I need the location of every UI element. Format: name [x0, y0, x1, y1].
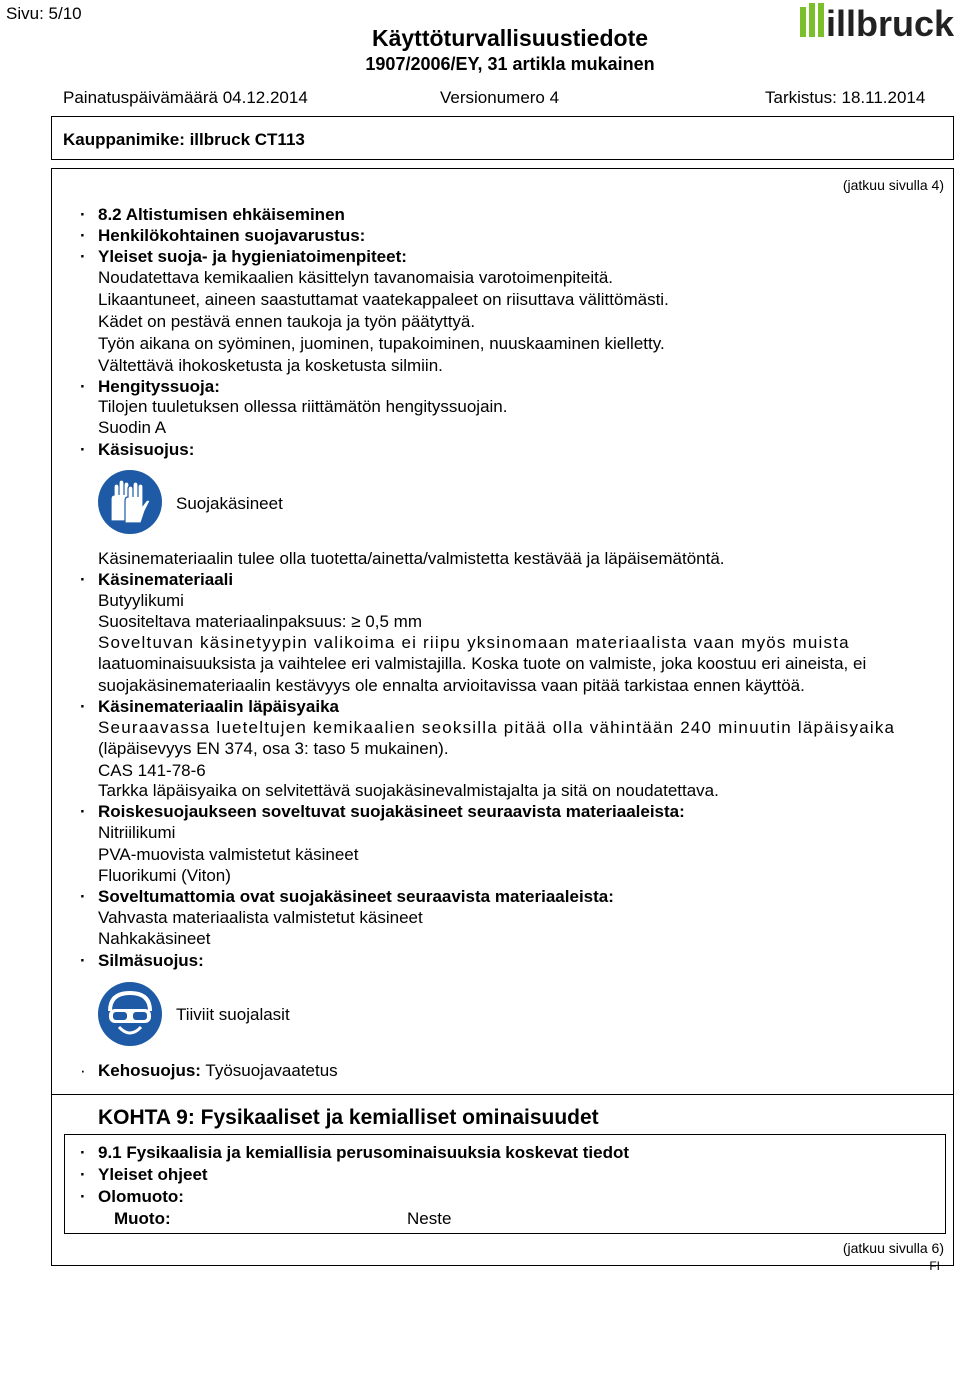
unsuitable-gloves-line: Vahvasta materiaalista valmistetut käsineet	[98, 908, 423, 927]
hand-protection-heading: · Käsisuojus:	[80, 440, 195, 459]
splash-gloves-line: Nitriilikumi	[98, 823, 176, 842]
splash-gloves-line: Fluorikumi (Viton)	[98, 866, 231, 885]
personal-protection-heading: · Henkilökohtainen suojavarustus:	[80, 226, 366, 245]
appearance-heading: · Olomuoto:	[80, 1187, 184, 1206]
unsuitable-gloves-line: Nahkakäsineet	[98, 929, 211, 948]
general-line: Kädet on pestävä ennen taukoja ja työn päätyttyä.	[98, 312, 476, 331]
form-label: Muoto:	[114, 1209, 171, 1228]
respiratory-line: Suodin A	[98, 418, 167, 437]
penetration-line: CAS 141-78-6	[98, 761, 206, 780]
glove-material-line: Suositeltava materiaalinpaksuus: ≥ 0,5 mm	[98, 612, 422, 631]
glove-material-line: suojakäsinemateriaalin kestävyys ole ennalta arvioitavissa vaan pitää tarkistaa ennen käyttöä.	[98, 676, 805, 695]
splash-gloves-line: PVA-muovista valmistetut käsineet	[98, 845, 359, 864]
unsuitable-gloves-heading: · Soveltumattomia ovat suojakäsineet seuraavista materiaaleista:	[80, 887, 614, 906]
section-9-title: KOHTA 9: Fysikaaliset ja kemialliset ominaisuudet	[98, 1106, 599, 1129]
general-line: Työn aikana on syöminen, juominen, tupakoiminen, nuuskaaminen kielletty.	[98, 334, 665, 353]
revision-date: Tarkistus: 18.11.2014	[765, 88, 926, 107]
section-9-1-heading: · 9.1 Fysikaalisia ja kemiallisia perusominaisuuksia koskevat tiedot	[80, 1143, 630, 1162]
penetration-line: (läpäisevyys EN 374, osa 3: taso 5 mukainen).	[98, 739, 449, 758]
goggles-icon	[97, 981, 163, 1047]
continued-on: (jatkuu sivulla 6)	[842, 1240, 944, 1256]
language-code: FI	[929, 1259, 940, 1273]
respiratory-heading: · Hengityssuoja:	[80, 377, 220, 396]
glove-material-heading: · Käsinemateriaali	[80, 570, 234, 589]
penetration-line: Tarkka läpäisyaika on selvitettävä suojakäsinevalmistajalta ja sitä on noudatettava.	[98, 781, 719, 800]
eye-protection-heading: · Silmäsuojus:	[80, 951, 204, 970]
gloves-icon-label: Suojakäsineet	[176, 494, 283, 513]
glove-material-line: Butyylikumi	[98, 591, 184, 610]
hand-protection-text: Käsinemateriaalin tulee olla tuotetta/ainetta/valmistetta kestävää ja läpäisemätöntä.	[98, 549, 725, 568]
body-protection: · Kehosuojus: Työsuojavaatetus	[80, 1061, 338, 1080]
gloves-icon	[97, 469, 163, 535]
trade-name: Kauppanimike: illbruck CT113	[63, 130, 305, 149]
general-line: Vältettävä ihokosketusta ja kosketusta silmiin.	[98, 356, 443, 375]
penetration-time-heading: · Käsinemateriaalin läpäisyaika	[80, 697, 339, 716]
splash-gloves-heading: · Roiskesuojaukseen soveltuvat suojakäsineet seuraavista materiaaleista:	[80, 802, 685, 821]
goggles-icon-label: Tiiviit suojalasit	[176, 1005, 290, 1024]
respiratory-line: Tilojen tuuletuksen ollessa riittämätön hengityssuojain.	[98, 397, 508, 416]
page-number: Sivu: 5/10	[6, 4, 82, 23]
document-subtitle: 1907/2006/EY, 31 artikla mukainen	[365, 54, 655, 74]
illbruck-logo	[800, 3, 960, 39]
section-heading: · 8.2 Altistumisen ehkäiseminen	[80, 205, 345, 224]
print-date: Painatuspäivämäärä 04.12.2014	[63, 88, 308, 107]
form-value: Neste	[407, 1209, 452, 1228]
glove-material-line: laatuominaisuuksista ja vaihtelee eri valmistajilla. Koska tuote on valmiste, joka koostuu eri aineista, ei	[98, 654, 867, 673]
general-line: Likaantuneet, aineen saastuttamat vaatekappaleet on riisuttava välittömästi.	[98, 290, 669, 309]
continued-from: (jatkuu sivulla 4)	[842, 177, 944, 193]
general-line: Noudatettava kemikaalien käsittelyn tavanomaisia varotoimenpiteitä.	[98, 268, 613, 287]
logo-text: illbruck	[826, 3, 955, 39]
penetration-line: Seuraavassa lueteltujen kemikaalien seoksilla pitää olla vähintään 240 minuutin läpäisyaika	[98, 718, 896, 737]
general-measures-heading: · Yleiset suoja- ja hygieniatoimenpiteet:	[80, 247, 407, 266]
general-info-heading: · Yleiset ohjeet	[80, 1165, 208, 1184]
glove-material-line: Soveltuvan käsinetyypin valikoima ei riipu yksinomaan materiaalista vaan myös muista	[98, 633, 850, 652]
version-number: Versionumero 4	[440, 88, 560, 107]
document-title: Käyttöturvallisuustiedote	[371, 25, 649, 51]
